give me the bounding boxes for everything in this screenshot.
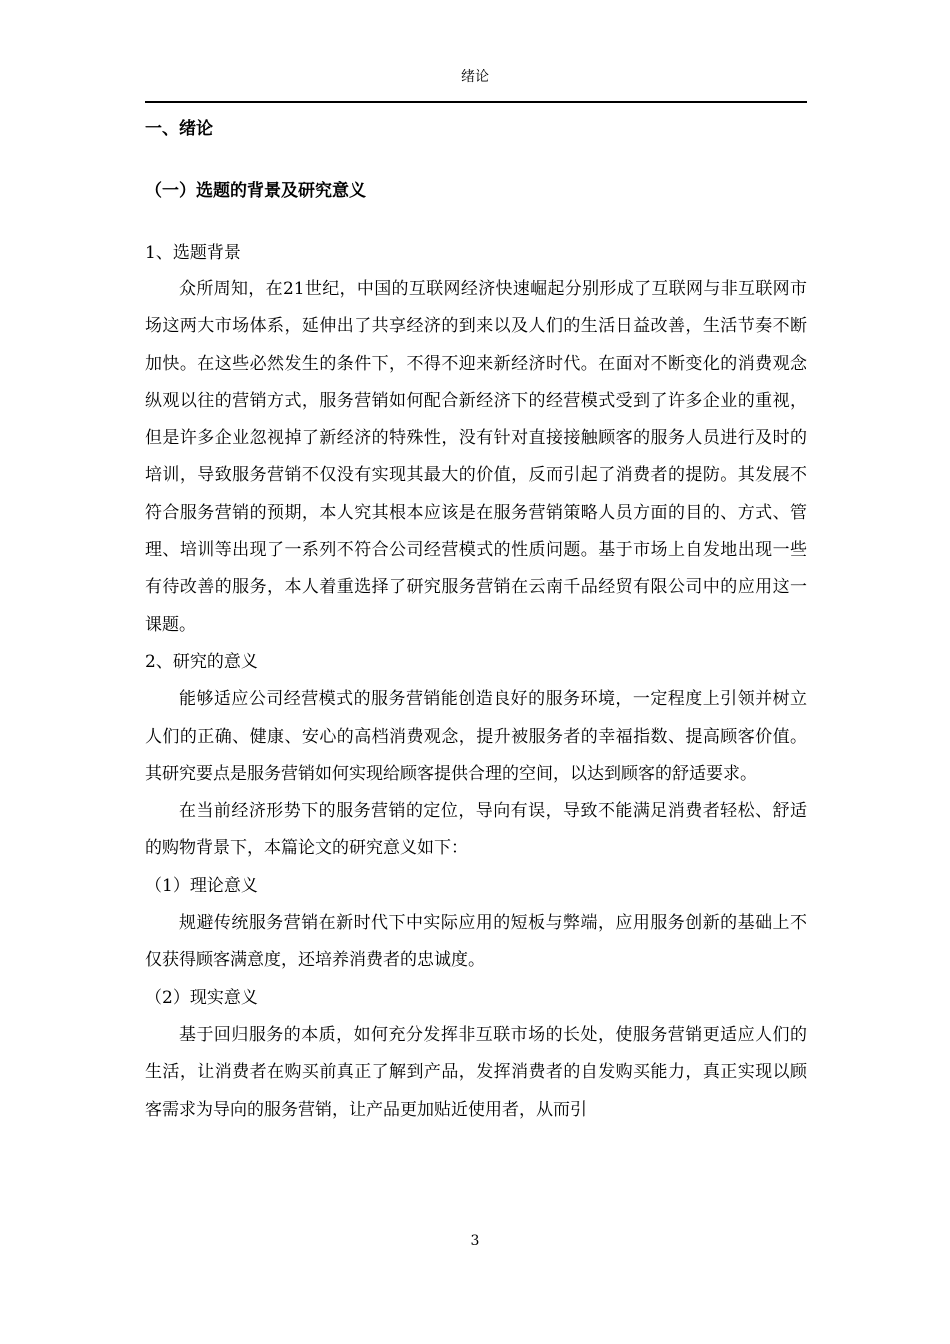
subsection-heading-significance: 2、研究的意义	[145, 651, 258, 672]
page-number: 3	[470, 1233, 480, 1249]
practical-significance-heading: （2）现实意义	[145, 987, 258, 1008]
running-header: 绪论	[461, 69, 489, 85]
significance-paragraph-2: 在当前经济形势下的服务营销的定位，导向有误，导致不能满足消费者轻松、舒适的购物背景下，本篇论文的研究意义如下：	[145, 801, 807, 859]
section-heading: （一）选题的背景及研究意义	[145, 181, 366, 201]
page-body	[145, 114, 807, 1129]
theory-significance-heading: （1）理论意义	[145, 875, 258, 896]
background-paragraph: 众所周知，在21世纪，中国的互联网经济快速崛起分别形成了互联网与非互联网市场这两大市场体系，延伸出了共享经济的到来以及人们的生活日益改善，生活节奏不断加快。在这些必然发生的条件下，不得不迎来新经济时代。在面对不断变化的消费观念纵观以往的营销方式，服务营销如何配合新经济下的经营模式受到了许多企业的重视，但是许多企业忽视掉了新经济的特殊性，没有针对直接接触顾客的服务人员进行及时的培训，导致服务营销不仅没有实现其最大的价值，反而引起了消费者的提防。其发展不符合服务营销的预期，本人究其根本应该是在服务营销策略人员方面的目的、方式、管理、培训等出现了一系列不符合公司经营模式的性质问题。基于市场上自发地出现一些有待改善的服务，本人着重选择了研究服务营销在云南千品经贸有限公司中的应用这一课题。	[145, 279, 807, 635]
header-divider	[145, 101, 807, 103]
theory-significance-paragraph: 规避传统服务营销在新时代下中实际应用的短板与弊端，应用服务创新的基础上不仅获得顾客满意度，还培养消费者的忠诚度。	[145, 913, 807, 971]
subsection-heading-background: 1、选题背景	[145, 243, 241, 263]
practical-significance-paragraph: 基于回归服务的本质，如何充分发挥非互联市场的长处，使服务营销更适应人们的生活，让消费者在购买前真正了解到产品，发挥消费者的自发购买能力，真正实现以顾客需求为导向的服务营销，让产品更加贴近使用者，从而引	[145, 1024, 807, 1120]
significance-paragraph-1: 能够适应公司经营模式的服务营销能创造良好的服务环境，一定程度上引领并树立人们的正确、健康、安心的高档消费观念，提升被服务者的幸福指数、提高顾客价值。其研究要点是服务营销如何实现给顾客提供合理的空间，以达到顾客的舒适要求。	[145, 689, 807, 784]
chapter-heading: 一、绪论	[145, 119, 213, 139]
